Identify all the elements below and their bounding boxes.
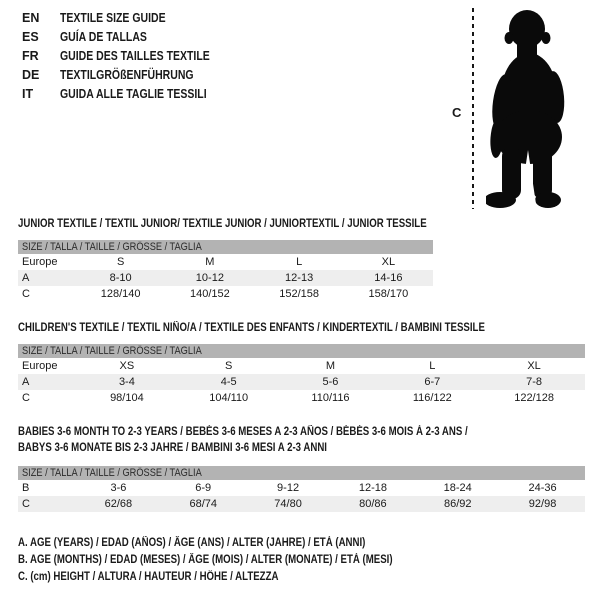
size-cell: S <box>225 360 233 372</box>
size-cell: M <box>205 256 215 268</box>
size-cell: 98/104 <box>110 392 144 404</box>
language-label: GUIDE DES TAILLES TEXTILE <box>60 48 210 63</box>
size-cell: 140/152 <box>189 288 230 300</box>
toddler-silhouette-image <box>486 2 598 210</box>
row-label: A <box>22 376 30 388</box>
size-cell: M <box>325 360 336 372</box>
size-cell: 8-10 <box>109 272 132 284</box>
size-cell: 18-24 <box>443 482 472 494</box>
size-cell: XL <box>381 256 396 268</box>
size-cell: 3-6 <box>110 482 127 494</box>
language-label: GUÍA DE TALLAS <box>60 29 147 44</box>
size-cell: 4-5 <box>220 376 237 388</box>
language-code: DE <box>22 67 40 82</box>
size-cell: 3-4 <box>118 376 135 388</box>
size-cell: 116/122 <box>412 392 452 404</box>
size-cell: 128/140 <box>100 288 141 300</box>
size-cell: 5-6 <box>322 376 339 388</box>
language-row-de <box>22 65 238 84</box>
table-row <box>18 374 585 390</box>
legend-line-a: A. AGE (YEARS) / EDAD (AÑOS) / ÂGE (ANS) / ALTER (JAHRE) / ETÀ (ANNI) <box>18 537 366 549</box>
section-title-junior: JUNIOR TEXTILE / TEXTIL JUNIOR/ TEXTILE JUNIOR / JUNIORTEXTIL / JUNIOR TESSILE <box>18 218 427 230</box>
language-label: GUIDA ALLE TAGLIE TESSILI <box>60 86 207 101</box>
size-cell: 92/98 <box>528 498 557 510</box>
size-cell: 7-8 <box>526 376 543 388</box>
size-cell: 86/92 <box>443 498 472 510</box>
junior-size-table <box>18 240 433 302</box>
size-cell: 12-13 <box>285 272 314 284</box>
language-code: FR <box>22 48 39 63</box>
row-label: C <box>22 498 30 510</box>
size-cell: 62/68 <box>104 498 133 510</box>
row-label: Europe <box>22 256 58 268</box>
size-cell: XS <box>119 360 135 372</box>
language-label: TEXTILE SIZE GUIDE <box>60 10 166 25</box>
size-cell: 122/128 <box>514 392 554 404</box>
language-code: ES <box>22 29 39 44</box>
row-label: B <box>22 482 30 494</box>
language-code: IT <box>22 86 34 101</box>
table-header-bar: SIZE / TALLA / TAILLE / GRÖSSE / TAGLIA <box>18 466 585 480</box>
measurement-legend <box>18 535 464 586</box>
table-header-bar: SIZE / TALLA / TAILLE / GRÖSSE / TAGLIA <box>18 240 433 254</box>
language-code: EN <box>22 10 40 25</box>
size-cell: 104/110 <box>209 392 249 404</box>
language-list <box>22 8 238 103</box>
language-row-en <box>22 8 238 27</box>
table-row <box>18 270 433 286</box>
row-label: Europe <box>22 360 58 372</box>
language-row-fr <box>22 46 238 65</box>
size-cell: S <box>116 256 125 268</box>
height-measure-dashed-line <box>472 8 474 209</box>
section-title-children: CHILDREN'S TEXTILE / TEXTIL NIÑO/A / TEXTILE DES ENFANTS / KINDERTEXTIL / BAMBINI TESSILE <box>18 322 485 334</box>
table-row <box>18 286 433 302</box>
size-cell: 24-36 <box>528 482 557 494</box>
size-cell: 80/86 <box>359 498 387 510</box>
size-cell: 74/80 <box>274 498 302 510</box>
language-row-it <box>22 84 238 103</box>
size-cell: 158/170 <box>368 288 409 300</box>
size-cell: 6-7 <box>424 376 441 388</box>
children-size-table <box>18 344 585 406</box>
table-row <box>18 358 585 374</box>
legend-line-c: C. (cm) HEIGHT / ALTURA / HAUTEUR / HÖHE / ALTEZZA <box>18 571 279 583</box>
size-cell: 68/74 <box>189 498 217 510</box>
row-label: C <box>22 392 30 404</box>
size-cell: 12-18 <box>358 482 387 494</box>
size-cell: 14-16 <box>374 272 403 284</box>
size-cell: 6-9 <box>195 482 212 494</box>
size-cell: L <box>296 256 303 268</box>
size-cell: XL <box>527 360 541 372</box>
size-cell: 152/158 <box>279 288 319 300</box>
table-header-bar: SIZE / TALLA / TAILLE / GRÖSSE / TAGLIA <box>18 344 585 358</box>
row-label: C <box>22 288 30 300</box>
height-measure-label: C <box>452 105 462 120</box>
language-row-es <box>22 27 238 46</box>
legend-line-b: B. AGE (MONTHS) / EDAD (MESES) / ÂGE (MOIS) / ALTER (MONATE) / ETÀ (MESI) <box>18 554 393 566</box>
table-row <box>18 480 585 496</box>
size-cell: L <box>429 360 436 372</box>
babies-size-table <box>18 466 585 512</box>
table-row <box>18 496 585 512</box>
language-label: TEXTILGRÖßENFÜHRUNG <box>60 67 194 82</box>
section-title-babies: BABIES 3-6 MONTH TO 2-3 YEARS / BEBÉS 3-6 MESES A 2-3 AÑOS / BÉBÉS 3-6 MOIS À 2-3 ANS / BABYS 3-6 MONATE BIS 2-3 JAHRE / BAMBINI 3-6 MESI A 2-3 ANNI <box>18 426 468 454</box>
table-row <box>18 254 433 270</box>
table-row <box>18 390 585 406</box>
size-cell: 9-12 <box>277 482 300 494</box>
row-label: A <box>22 272 30 284</box>
size-cell: 10-12 <box>195 272 224 284</box>
size-cell: 110/116 <box>311 392 350 404</box>
